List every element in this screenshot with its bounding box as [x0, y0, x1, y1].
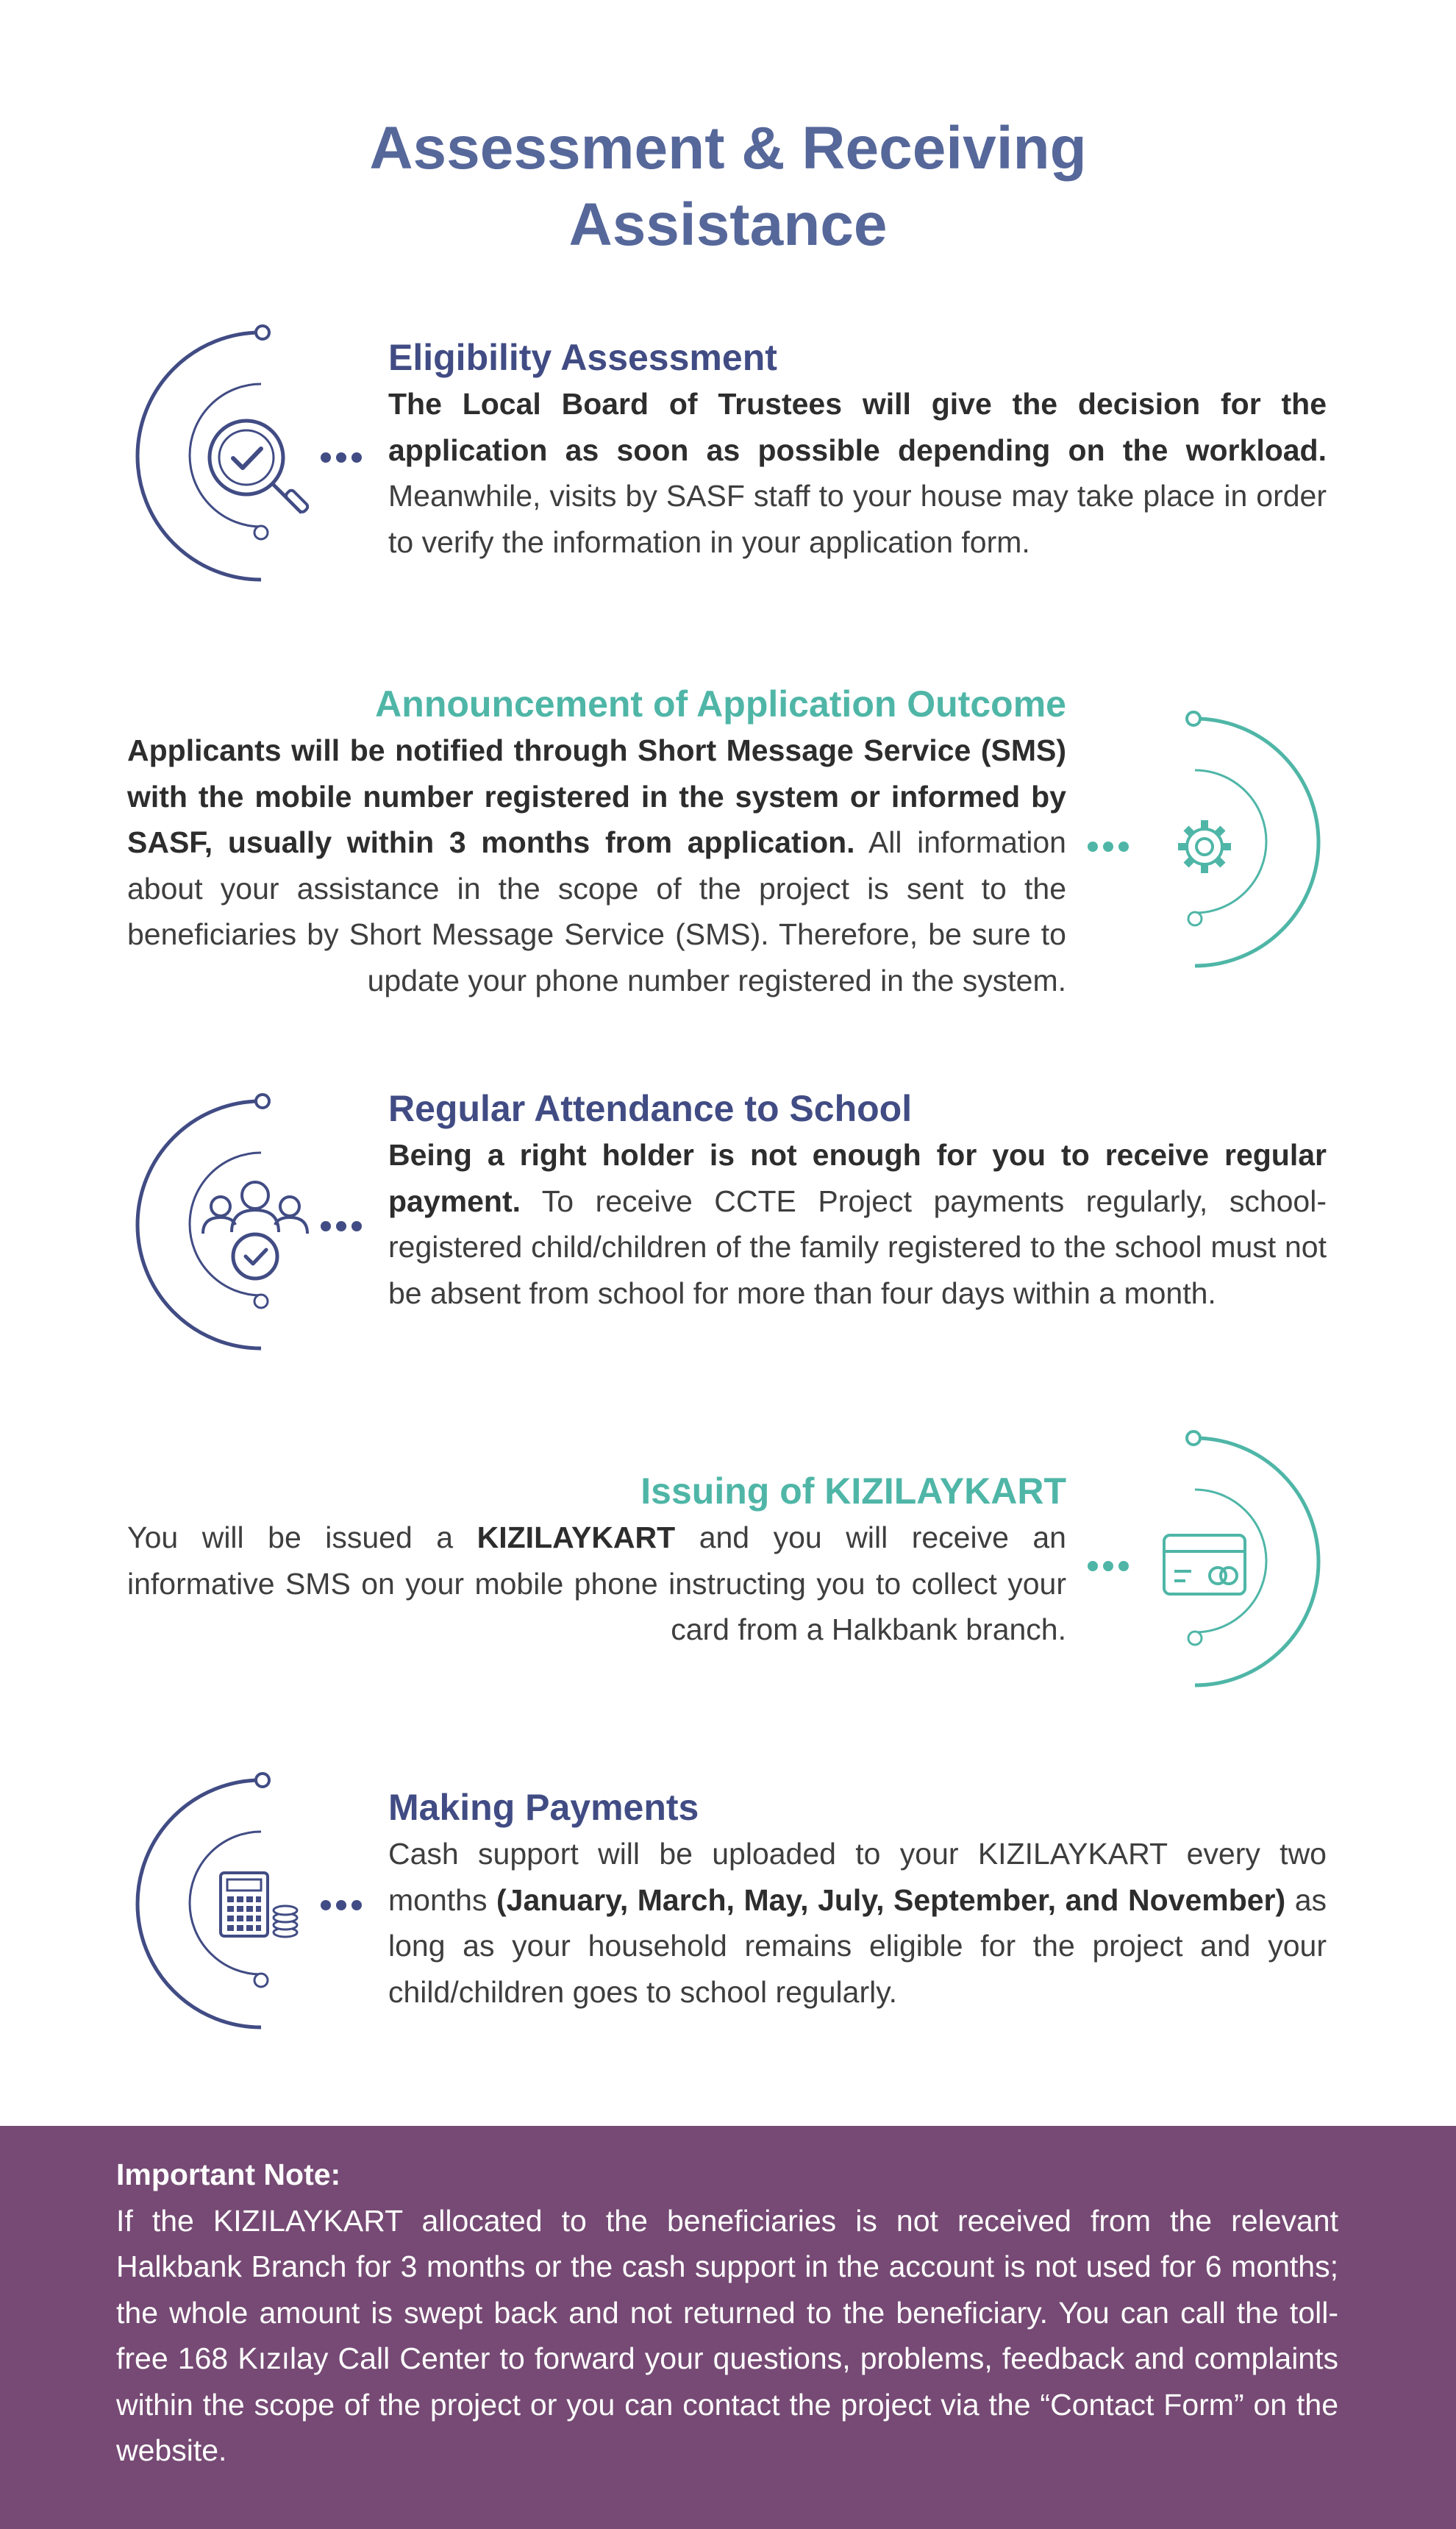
family-check-icon [125, 1092, 375, 1357]
calculator-coins-icon [125, 1771, 375, 2036]
section-body [127, 728, 1066, 1003]
section-body [388, 1831, 1327, 2015]
important-note-panel [0, 2126, 1456, 2529]
section-body [388, 381, 1327, 565]
page-title [0, 110, 1456, 263]
section-bold-text: Applicants will be notified through Short Message Service (SMS) with the mobile number registered in the system or informed by SASF, usually within 3 months from application. [127, 733, 1066, 859]
section-bold-text: Being a right holder is not enough for you to receive regular payment. [388, 1138, 1327, 1218]
section-body [127, 1515, 1066, 1653]
section-eligibility [388, 334, 1327, 565]
section-heading: Announcement of Application Outcome [375, 683, 1066, 725]
section-announcement [127, 680, 1066, 1003]
payments-icon-group [125, 1771, 375, 2040]
section-body [388, 1132, 1327, 1316]
important-note-heading: Important Note: [116, 2158, 341, 2191]
eligibility-icon-group [125, 324, 375, 592]
section-heading: Regular Attendance to School [388, 1088, 913, 1129]
section-bold-text: KIZILAYKART [477, 1520, 676, 1554]
kizilaykart-icon-group [1081, 1429, 1331, 1698]
section-text: Meanwhile, visits by SASF staff to your house may take place in order to verify the information in your application form. [388, 479, 1327, 559]
announcement-icon-group [1081, 710, 1331, 978]
credit-card-icon [1081, 1429, 1331, 1694]
section-text: and you will receive an informative SMS on your mobile phone instructing you to collect your card from a Halkbank branch. [127, 1520, 1066, 1646]
page-title-line-1: Assessment & Receiving [369, 115, 1087, 182]
section-text-before: You will be issued a [127, 1520, 477, 1554]
section-heading: Making Payments [388, 1787, 699, 1828]
important-note-text: If the KIZILAYKART allocated to the beneficiaries is not received from the relevant Halkbank Branch for 3 months or the cash support in the account is not used for 6 months; the whole amount is swept back and not returned to the beneficiary. You can call the toll-free 168 Kızılay Call Center to forward your questions, problems, feedback and complaints within the scope of the project or you can contact the project via the “Contact Form” on the website. [116, 2203, 1338, 2467]
section-heading: Issuing of KIZILAYKART [640, 1470, 1066, 1512]
section-kizilaykart [127, 1468, 1066, 1653]
section-bold-text: The Local Board of Trustees will give the decision for the application as soon as possible depending on the workload. [388, 387, 1327, 467]
important-note-content [116, 2152, 1338, 2474]
gear-icon [1081, 710, 1331, 975]
page-title-line-2: Assistance [568, 191, 888, 258]
section-text: All information about your assistance in the scope of the project is sent to the beneficiaries by Short Message Service (SMS). Therefore, be sure to update your phone number registered in the system. [127, 825, 1066, 997]
section-text: as long as your household remains eligible for the project and your child/children goes to school regularly. [388, 1882, 1327, 2009]
section-attendance [388, 1085, 1327, 1316]
attendance-icon-group [125, 1092, 375, 1361]
section-payments [388, 1784, 1327, 2015]
magnifier-check-icon [125, 324, 375, 588]
section-bold-text: (January, March, May, July, September, and November) [496, 1882, 1286, 1917]
section-text-before: Cash support will be uploaded to your KIZILAYKART every two months [388, 1837, 1327, 1917]
section-text: To receive CCTE Project payments regularly, school-registered child/children of the family registered to the school must not be absent from school for more than four days within a month. [388, 1184, 1327, 1310]
section-heading: Eligibility Assessment [388, 337, 777, 378]
